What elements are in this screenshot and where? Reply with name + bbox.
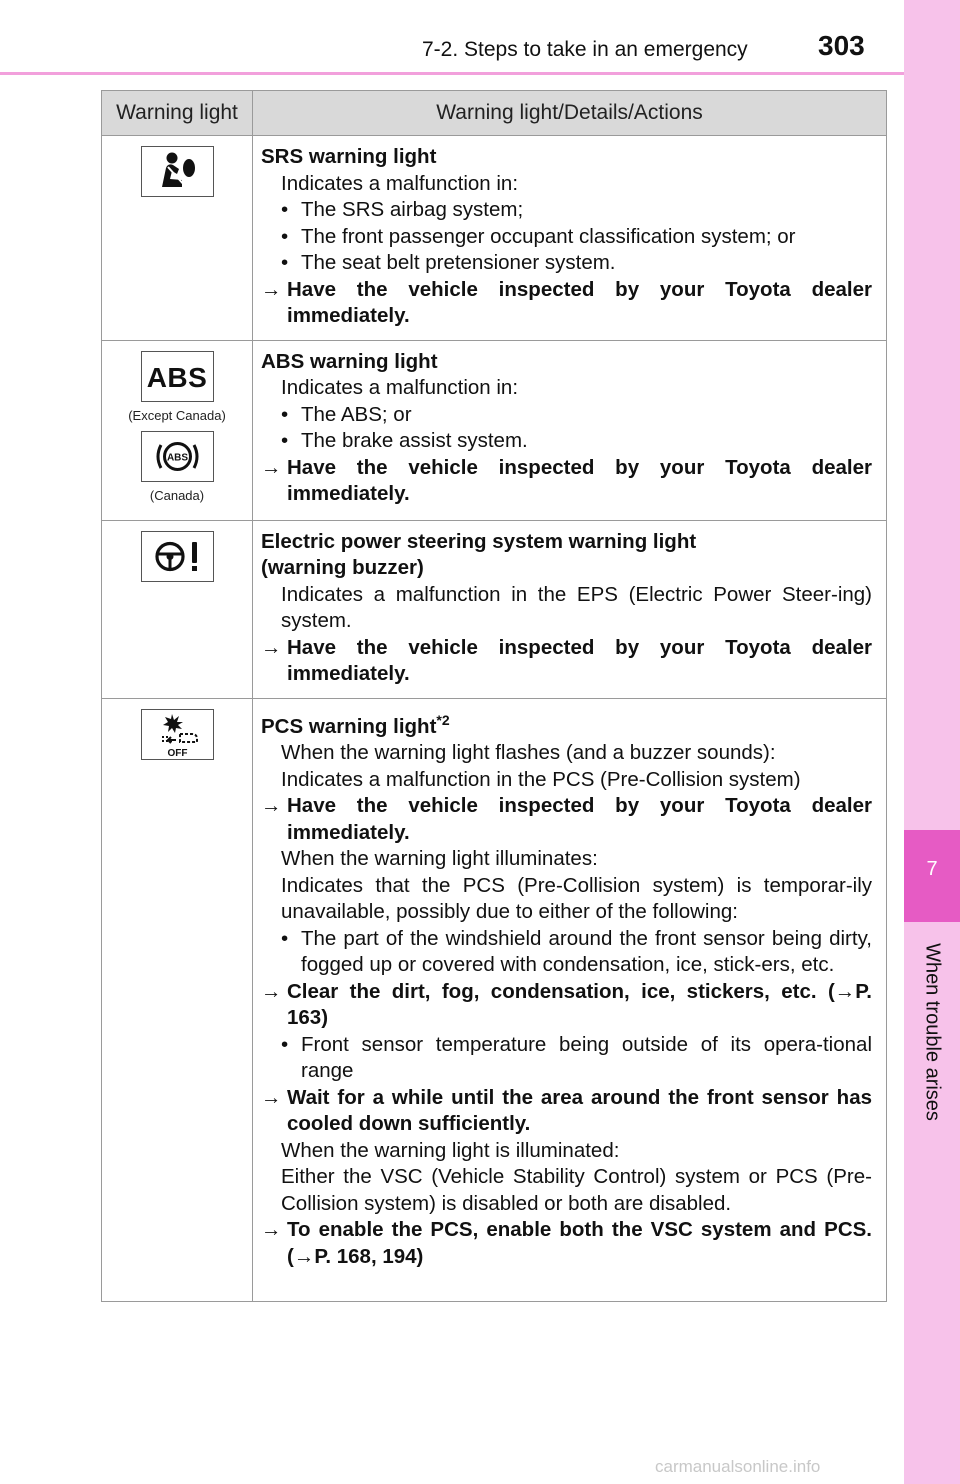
list-item: • The brake assist system. (261, 428, 872, 455)
pcs-off-warning-icon (141, 709, 214, 760)
icon-cell (102, 340, 253, 520)
warning-light-table (101, 90, 887, 1302)
column-header-details: Warning light/Details/Actions (253, 91, 887, 136)
condition-detail: Indicates a malfunction in the PCS (Pre-Collision system) (281, 767, 801, 791)
row-action: → Have the vehicle inspected by your Toyota dealer immediately. (261, 277, 872, 327)
icon-cell (102, 520, 253, 698)
row-intro: Indicates a malfunction in: (281, 376, 519, 399)
row-action: → Have the vehicle inspected by your Toyota dealer immediately. (261, 455, 872, 505)
row-action: → Have the vehicle inspected by your Toyota dealer immediately. (261, 635, 872, 685)
table-row-pcs (102, 698, 887, 1301)
section-title: 7-2. Steps to take in an emergency (422, 38, 748, 61)
row-intro: Indicates a malfunction in: (281, 171, 519, 195)
row-description: Indicates a malfunction in the EPS (Electric Power Steer-ing) system. (281, 582, 872, 632)
icon-cell (102, 698, 253, 1301)
abs-circle-icon (141, 431, 214, 482)
arrow-icon: → (261, 455, 282, 479)
list-item: • The SRS airbag system; (261, 197, 872, 224)
arrow-icon: → (261, 794, 282, 817)
arrow-icon: → (261, 635, 282, 659)
details-cell (253, 136, 887, 341)
arrow-icon: → (261, 979, 282, 1003)
details-cell (253, 698, 887, 1301)
row-title: ABS warning light (261, 349, 438, 373)
arrow-icon: → (261, 1085, 282, 1109)
svg-text:ABS: ABS (166, 452, 188, 463)
row-title: Electric power steering system warning light (261, 529, 697, 553)
airbag-warning-icon (141, 146, 214, 197)
power-steering-warning-icon (141, 531, 214, 582)
row-action: → To enable the PCS, enable both the VSC system and PCS. (→P. 168, 194) (261, 1218, 872, 1268)
chapter-number: 7 (926, 858, 938, 880)
row-title: SRS warning light (261, 145, 437, 168)
chapter-number-tab (904, 830, 960, 922)
condition-text: When the warning light flashes (and a buzzer sounds): (281, 741, 776, 764)
table-row-abs (102, 340, 887, 520)
header-divider (0, 72, 904, 75)
row-title-suffix: (warning buzzer) (261, 556, 424, 579)
icon-caption: (Canada) (149, 487, 205, 503)
list-item: • The seat belt pretensioner system. (261, 250, 872, 277)
list-item: • The part of the windshield around the front sensor being dirty, fogged up or covered with condensation, ice, stick-ers, etc. (261, 926, 872, 979)
condition-text: When the warning light is illuminated: (281, 1138, 620, 1162)
watermark: carmanualsonline.info (655, 1457, 821, 1476)
svg-text:OFF: OFF (167, 747, 187, 759)
abs-text-icon: ABS (141, 351, 214, 402)
list-item: • The front passenger occupant classification system; or (261, 224, 872, 251)
details-cell (253, 520, 887, 698)
list-item: • Front sensor temperature being outside of its opera-tional range (261, 1032, 872, 1085)
arrow-icon: → (261, 277, 282, 301)
chapter-side-tab (904, 0, 960, 1484)
row-action: → Clear the dirt, fog, condensation, ice, stickers, etc. (→P. 163) (261, 979, 872, 1029)
arrow-icon: → (261, 1218, 282, 1241)
table-row-eps (102, 520, 887, 698)
details-cell (253, 340, 887, 520)
condition-detail: Indicates that the PCS (Pre-Collision system) is temporar-ily unavailable, possibly due to either of the following: (281, 873, 872, 923)
page-header (0, 0, 904, 76)
page-number: 303 (818, 30, 865, 61)
chapter-label: When trouble arises (921, 943, 944, 1121)
row-title: PCS warning light$^{*2}$ (261, 711, 450, 738)
row-action: → Have the vehicle inspected by your Toyota dealer immediately. (261, 794, 872, 844)
icon-caption: (Except Canada) (128, 407, 226, 423)
condition-text: When the warning light illuminates: (281, 847, 598, 870)
condition-detail: Either the VSC (Vehicle Stability Control) system or PCS (Pre-Collision system) is disabled or both are disabled. (281, 1165, 872, 1215)
column-header-warning-light: Warning light (102, 91, 253, 136)
table-header-row (102, 91, 887, 136)
list-item: • The ABS; or (261, 402, 872, 429)
table-row-srs (102, 136, 887, 341)
icon-cell (102, 136, 253, 341)
footnote-marker: *2 (436, 711, 450, 728)
row-action: → Wait for a while until the area around the front sensor has cooled down sufficiently. (261, 1085, 872, 1135)
